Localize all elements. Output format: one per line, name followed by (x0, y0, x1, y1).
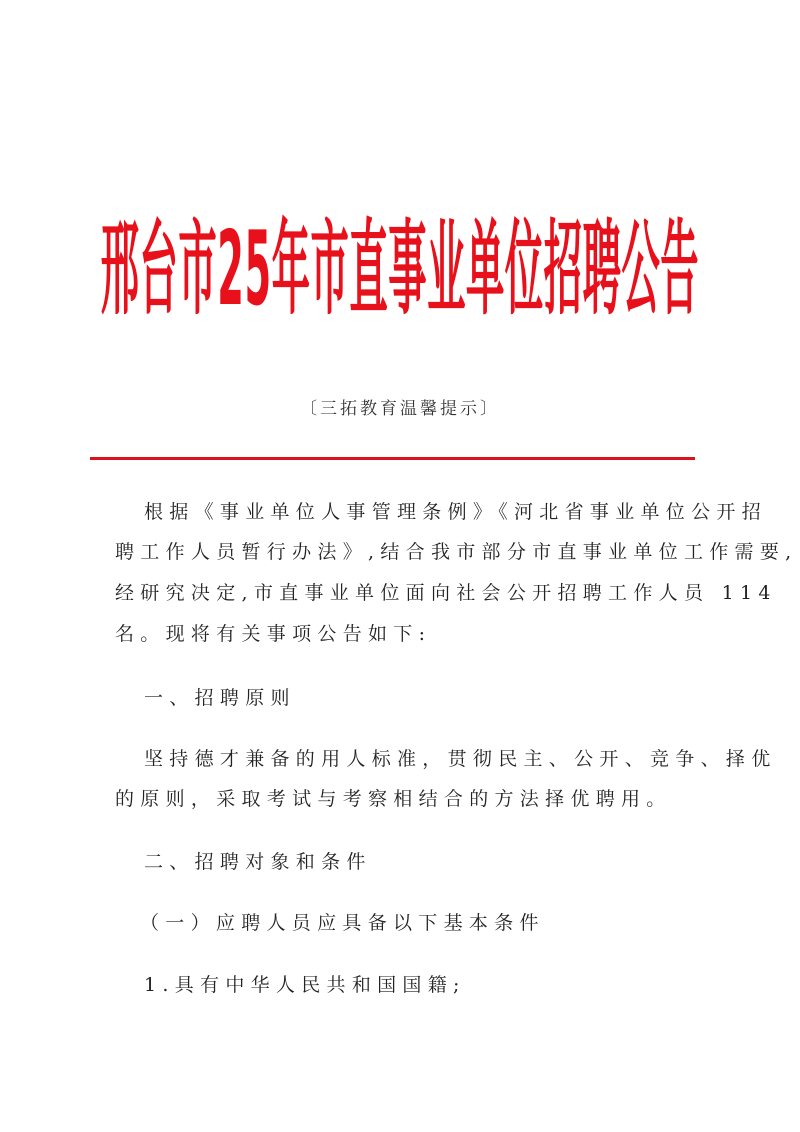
intro-line-3: 经研究决定,市直事业单位面向社会公开招聘工作人员 114 (115, 582, 777, 604)
red-divider-rule (90, 457, 695, 460)
document-title (100, 200, 700, 340)
intro-line-2: 聘工作人员暂行办法》,结合我市部分市直事业单位工作需要, (115, 541, 798, 563)
document-subtitle: 〔三拓教育温馨提示〕 (300, 399, 500, 419)
section-1-line-2: 的原则，采取考试与考察相结合的方法择优聘用。 (115, 788, 672, 810)
intro-line-1: 根据《事业单位人事管理条例》《河北省事业单位公开招 (144, 501, 768, 523)
section-1-heading: 一、招聘原则 (144, 687, 296, 709)
section-1-line-1: 坚持德才兼备的用人标准，贯彻民主、公开、竞争、择优 (144, 748, 777, 770)
document-title-text: 邢台市25年市直事业单位招聘公告 (100, 209, 700, 329)
intro-line-4: 名。现将有关事项公告如下: (115, 623, 432, 645)
section-2-subheading: （一）应聘人员应具备以下基本条件 (140, 912, 545, 934)
section-2-heading: 二、招聘对象和条件 (144, 851, 372, 873)
section-2-item-1: 1.具有中华人民共和国国籍; (144, 974, 466, 996)
